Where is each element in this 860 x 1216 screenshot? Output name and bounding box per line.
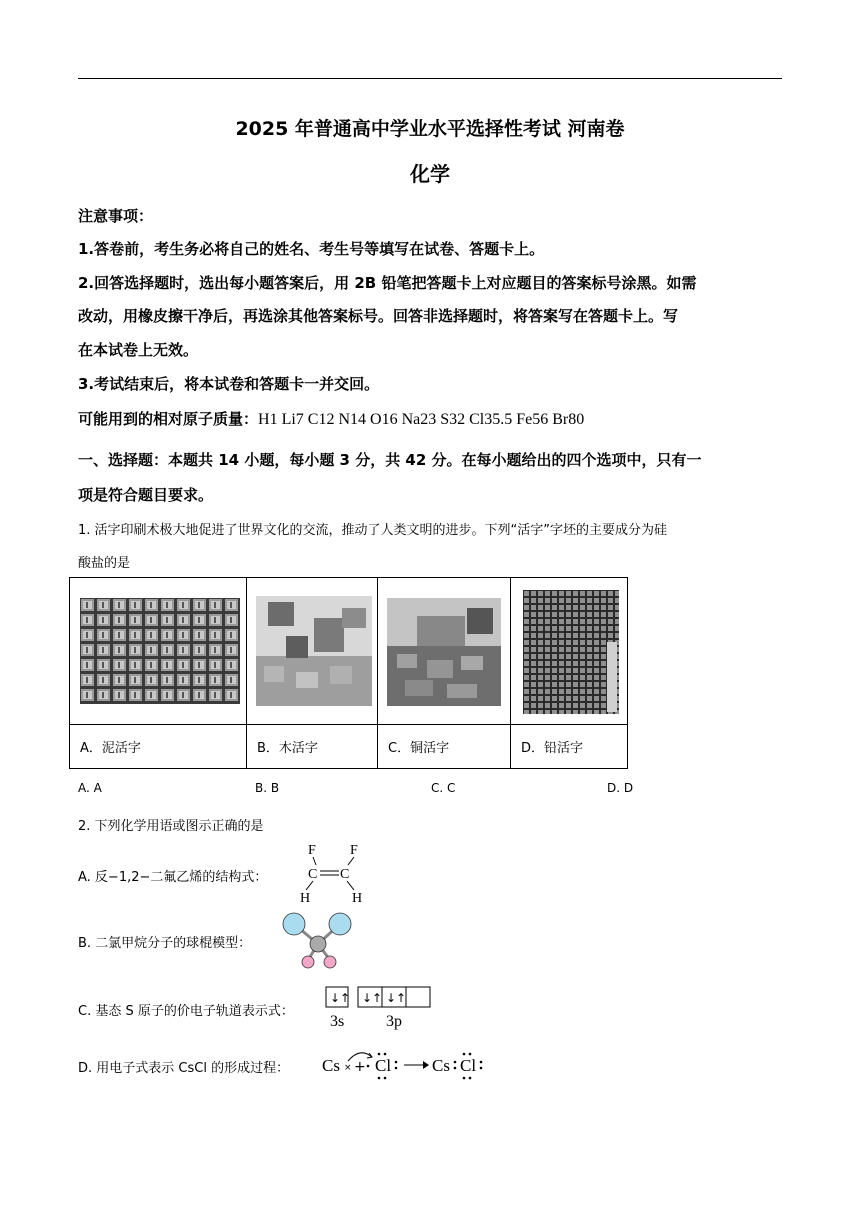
atom-h1: H — [300, 891, 311, 906]
svg-text:↓↑: ↓↑ — [386, 991, 407, 1005]
notice-item-2: 2.回答选择题时，选出每小题答案后，用 2B 铅笔把答题卡上对应题目的答案标号涂黑。如需 — [78, 274, 697, 292]
svg-text:↓↑: ↓↑ — [330, 991, 351, 1005]
svg-text:+: + — [354, 1059, 366, 1075]
q1-stem-cont: 酸盐的是 — [78, 556, 131, 571]
cl-left: Cl — [375, 1056, 392, 1075]
orbital-label-3p: 3p — [386, 1013, 402, 1030]
q1-answer-d[interactable]: D. D — [607, 781, 634, 795]
clay-type-photo-icon — [80, 598, 240, 704]
option-d-caption: D．铅活字 — [511, 725, 628, 769]
notice-item-1: 1.答卷前，考生务必将自己的姓名、考生号等填写在试卷、答题卡上。 — [78, 240, 545, 258]
q2-stem: 2. 下列化学用语或图示正确的是 — [78, 819, 264, 834]
q1-answer-c[interactable]: C. C — [431, 781, 456, 795]
copper-type-photo-icon — [387, 598, 501, 706]
notice-heading: 注意事项： — [78, 207, 154, 225]
lead-type-photo-icon — [523, 590, 619, 714]
atomic-mass-values: H1 Li7 C12 N14 O16 Na23 S32 Cl35.5 Fe56 Br80 — [258, 411, 585, 428]
atom-c2: C — [340, 867, 350, 882]
q1-options-table — [69, 577, 628, 769]
q2-option-b[interactable]: B. 二氯甲烷分子的球棍模型： — [78, 936, 252, 951]
q2-option-d[interactable]: D. 用电子式表示 CsCl 的形成过程： — [78, 1061, 290, 1076]
q1-stem: 1. 活字印刷术极大地促进了世界文化的交流，推动了人类文明的进步。下列“活字”字坯的主要成分为硅 — [78, 523, 668, 538]
cscl-electron-formula — [320, 1047, 490, 1081]
option-c-caption: C．铜活字 — [378, 725, 511, 769]
section-heading-cont: 项是符合题目要求。 — [78, 486, 214, 504]
header-rule — [78, 78, 782, 79]
wood-type-photo-cell — [247, 578, 378, 725]
q1-answer-b[interactable]: B. B — [255, 781, 280, 795]
section-heading: 一、选择题：本题共 14 小题，每小题 3 分，共 42 分。在每小题给出的四个选项中，只有一 — [78, 451, 702, 469]
clay-type-photo-cell — [70, 578, 247, 725]
q2-option-c[interactable]: C. 基态 S 原子的价电子轨道表示式： — [78, 1004, 294, 1019]
svg-text:↓↑: ↓↑ — [362, 991, 383, 1005]
option-b-caption: B．木活字 — [247, 725, 378, 769]
s-valence-orbital-diagram — [324, 986, 434, 1032]
atom-c1: C — [308, 867, 318, 882]
orbital-label-3s: 3s — [330, 1013, 345, 1030]
notice-item-2-end: 在本试卷上无效。 — [78, 341, 199, 359]
notice-item-3: 3.考试结束后，将本试卷和答题卡一并交回。 — [78, 375, 380, 393]
difluoroethylene-structure — [296, 840, 376, 906]
dichloromethane-ball-stick-model — [278, 910, 358, 972]
lead-type-photo-cell — [511, 578, 628, 725]
option-a-caption: A．泥活字 — [70, 725, 247, 769]
q1-answer-a[interactable]: A. A — [78, 781, 102, 795]
cl-right: Cl — [460, 1056, 477, 1075]
copper-type-photo-cell — [378, 578, 511, 725]
exam-title: 2025 年普通高中学业水平选择性考试 河南卷 — [235, 118, 625, 140]
q2-option-a[interactable]: A. 反−1,2−二氟乙烯的结构式： — [78, 870, 268, 885]
atomic-mass-line — [78, 408, 584, 429]
atom-h2: H — [352, 891, 363, 906]
svg-text:×: × — [344, 1063, 352, 1073]
wood-type-photo-icon — [256, 596, 372, 706]
notice-item-2-cont: 改动，用橡皮擦干净后，再选涂其他答案标号。回答非选择题时，将答案写在答题卡上。写 — [78, 307, 679, 325]
cs-right: Cs — [432, 1056, 450, 1075]
atom-f2: F — [350, 843, 358, 858]
cs-left: Cs — [322, 1056, 340, 1075]
atomic-mass-label: 可能用到的相对原子质量： — [78, 410, 259, 428]
atom-f1: F — [308, 843, 316, 858]
subject-title: 化学 — [410, 162, 450, 186]
